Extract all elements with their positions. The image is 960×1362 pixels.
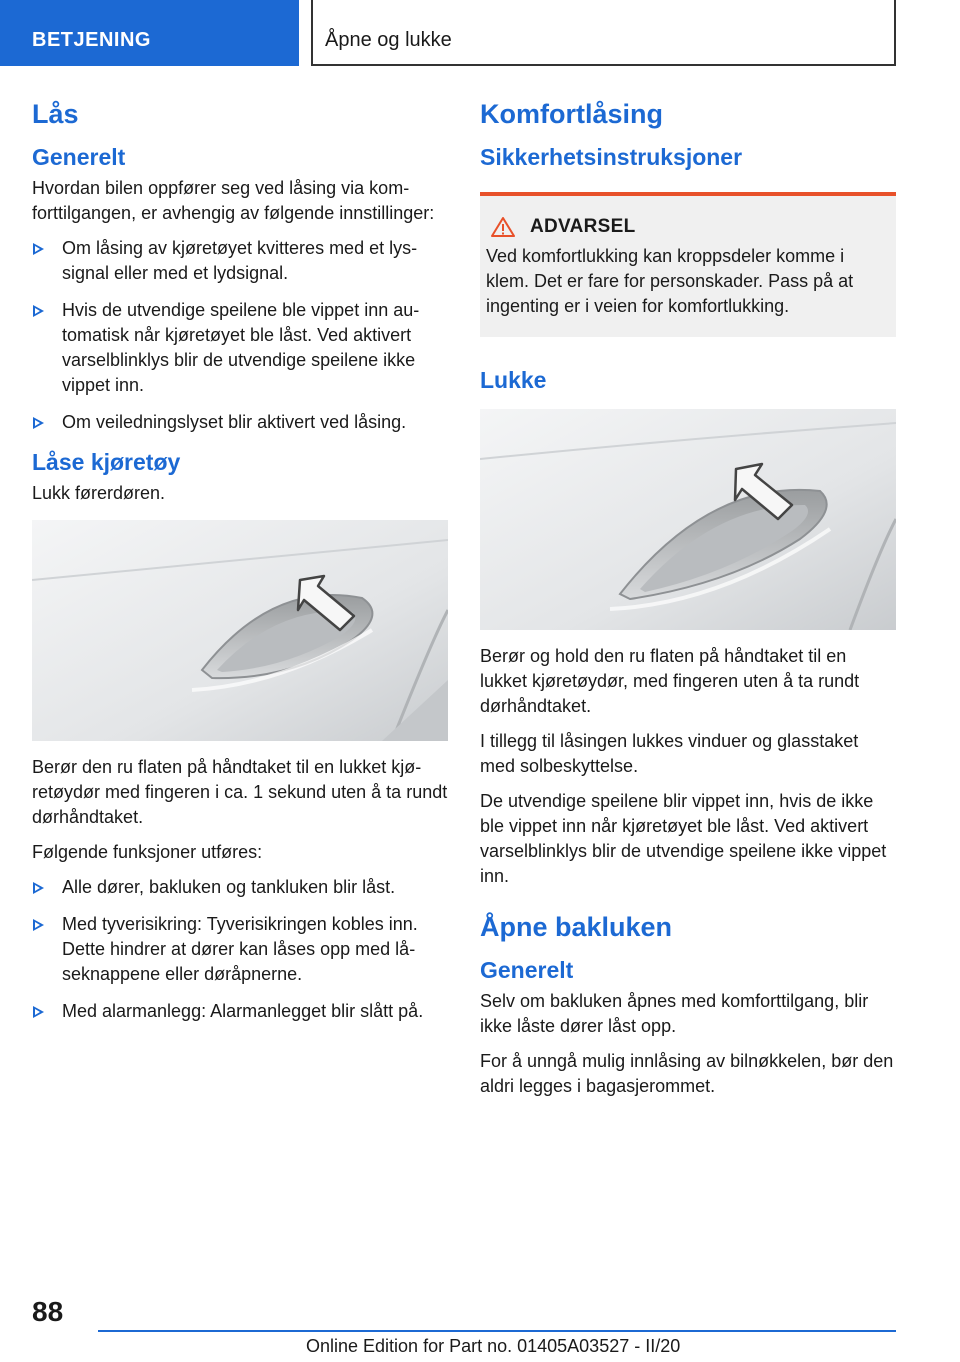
- heading-generelt: Generelt: [32, 144, 126, 171]
- header-right-line: [894, 0, 896, 66]
- left-column: [32, 98, 448, 1038]
- list-item: Alle dører, bakluken og tankluken blir låst.: [32, 875, 448, 900]
- warning-box: [480, 192, 896, 337]
- intro-paragraph: Hvordan bilen oppfører seg ved låsing via komforttilgangen, er avhengig av følgende innstillinger:: [32, 177, 435, 223]
- header-rule: [311, 64, 896, 66]
- chapter-title: Åpne og lukke: [325, 29, 452, 51]
- right-column: [480, 98, 896, 1109]
- heading-lase-kjoretoy: Låse kjøretøy: [32, 448, 181, 475]
- heading-generelt-2: Generelt: [480, 956, 574, 983]
- touch-hold-paragraph: Berør og hold den ru flaten på håndtaket til en lukket kjøretøydør, med fingeren uten å ta rundt dørhåndtaket.: [480, 645, 860, 716]
- warning-text: Ved komfortlukking kan kroppsdeler komme i klem. Det er fare for personskader. Pass på at ingenting er i veien for komfortlukking.: [486, 245, 854, 316]
- door-handle-image: [32, 520, 448, 741]
- list-item: Om veiledningslyset blir aktivert ved låsing.: [32, 410, 448, 435]
- close-door-paragraph: Lukk førerdøren.: [32, 482, 166, 503]
- triangle-bullet-icon: [33, 882, 44, 894]
- header-divider: [311, 0, 313, 66]
- triangle-bullet-icon: [33, 243, 44, 255]
- key-paragraph: For å unngå mulig innlåsing av bilnøkkelen, bør den aldri legges i bagasjerommet.: [480, 1050, 894, 1096]
- heading-komfortlasing: Komfortlåsing: [480, 99, 664, 129]
- list-item: Med tyverisikring: Tyverisikringen kobles inn. Dette hindrer at dører kan låses opp med låseknappene eller døråpnerne.: [32, 912, 448, 987]
- heading-sikkerhet: Sikkerhetsinstruksjoner: [480, 144, 743, 171]
- footer-edition: Online Edition for Part no. 01405A03527 - II/20: [306, 1336, 681, 1356]
- triangle-bullet-icon: [33, 919, 44, 931]
- touch-handle-paragraph: Berør den ru flaten på håndtaket til en lukket kjøretøydør med fingeren i ca. 1 sekund uten å ta rundt dørhåndtaket.: [32, 756, 448, 827]
- mirrors-paragraph: De utvendige speilene blir vippet inn, hvis de ikke ble vippet inn når kjøretøyet ble låst. Ved aktivert varselblinklys blir de utvendige speilene ikke vippet inn.: [480, 790, 887, 886]
- triangle-bullet-icon: [33, 1006, 44, 1018]
- functions-list: [32, 875, 448, 1024]
- footer-line: [98, 1330, 896, 1332]
- list-item: Hvis de utvendige speilene ble vippet inn automatisk når kjøretøyet ble låst. Ved aktivert varselblinklys blir de utvendige speilene ikke vippet inn.: [32, 298, 448, 398]
- tailgate-paragraph: Selv om bakluken åpnes med komforttilgang, blir ikke låste dører låst opp.: [480, 990, 869, 1036]
- settings-list: [32, 236, 448, 435]
- list-item: Om låsing av kjøretøyet kvitteres med et lyssignal eller med et lydsignal.: [32, 236, 448, 286]
- warning-title: ADVARSEL: [530, 215, 636, 237]
- windows-paragraph: I tillegg til låsingen lukkes vinduer og glasstaket med solbeskyttelse.: [480, 730, 859, 776]
- triangle-bullet-icon: [33, 305, 44, 317]
- list-item: Med alarmanlegg: Alarmanlegget blir slått på.: [32, 999, 448, 1024]
- page-number: 88: [32, 1296, 64, 1327]
- warning-triangle-icon: [490, 216, 516, 238]
- heading-las: Lås: [32, 99, 79, 129]
- functions-intro: Følgende funksjoner utføres:: [32, 841, 263, 862]
- section-title: BETJENING: [32, 29, 151, 51]
- section-tab: [0, 0, 299, 66]
- triangle-bullet-icon: [33, 417, 44, 429]
- heading-apne-bakluken: Åpne bakluken: [480, 911, 673, 942]
- heading-lukke: Lukke: [480, 366, 547, 393]
- door-handle-image: [480, 409, 896, 630]
